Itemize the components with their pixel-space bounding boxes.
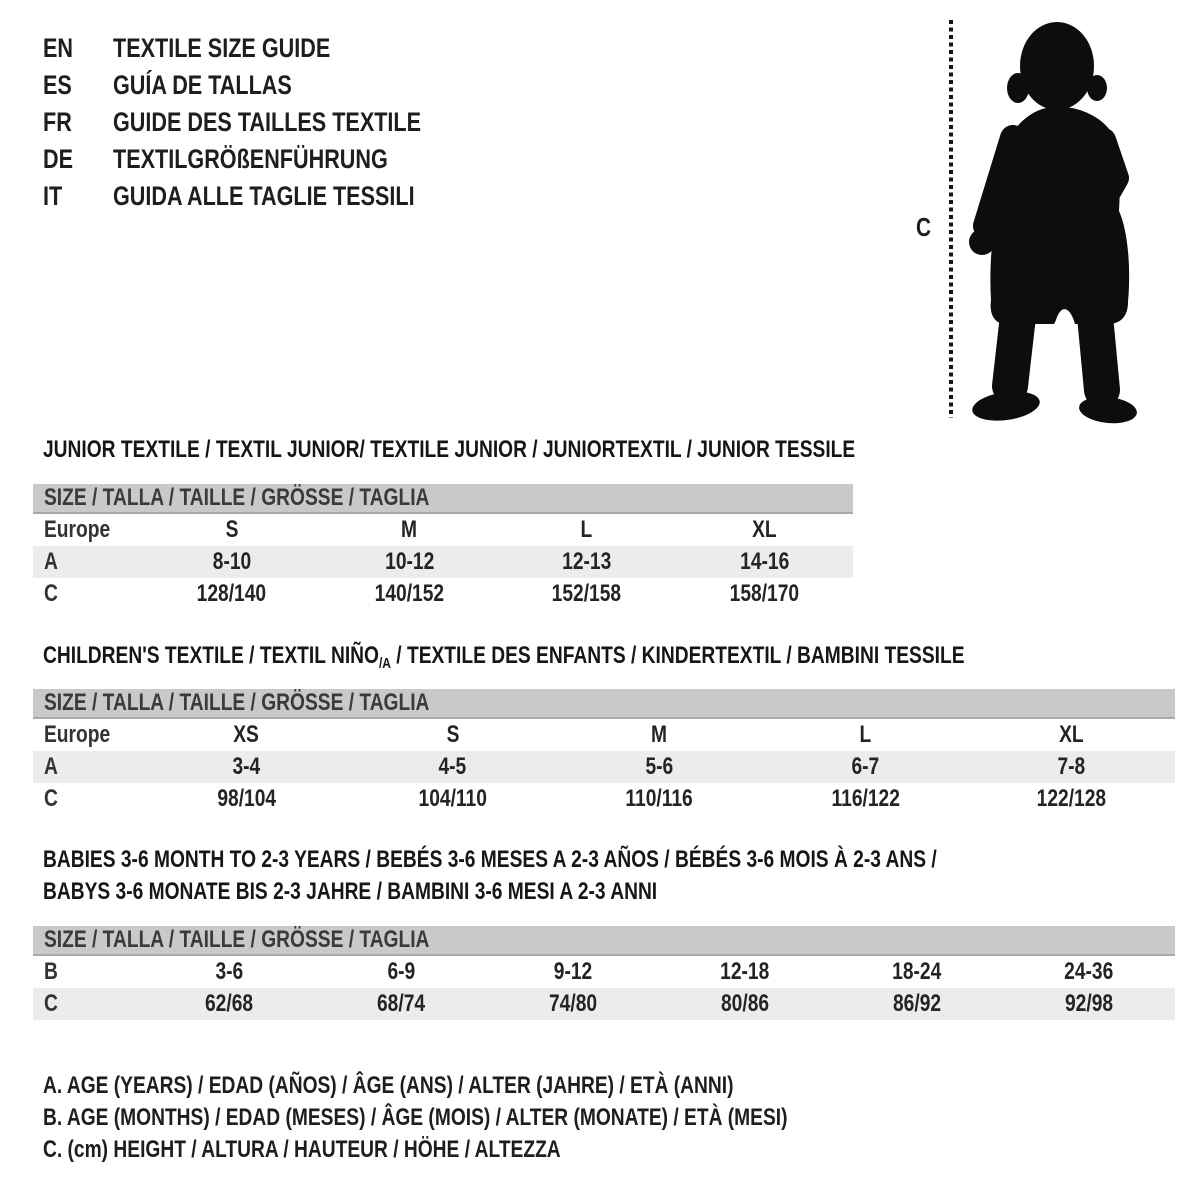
- height-cell: 98/104: [216, 785, 276, 812]
- height-measure-label: C: [916, 212, 932, 242]
- size-cell: S: [225, 516, 239, 543]
- junior-size-table: [33, 484, 853, 610]
- age-months-cell: 24-36: [1064, 958, 1114, 985]
- language-title-row: [43, 141, 498, 178]
- height-cell: 152/158: [552, 580, 622, 607]
- language-code-holder: [43, 70, 113, 101]
- row-label: C: [44, 580, 58, 607]
- age-cell: 6-7: [851, 753, 880, 780]
- size-cell: M: [401, 516, 418, 543]
- guide-title: GUIDA ALLE TAGLIE TESSILI: [113, 181, 415, 211]
- language-code: EN: [43, 33, 74, 63]
- row-label: B: [44, 958, 58, 985]
- row-label: A: [44, 548, 58, 575]
- row-label: A: [44, 753, 58, 780]
- language-code: IT: [43, 181, 63, 211]
- age-cell: 8-10: [212, 548, 251, 575]
- age-cell: 5-6: [645, 753, 673, 780]
- language-code-holder: [43, 33, 113, 64]
- height-cell: 68/74: [376, 990, 426, 1017]
- size-table-header: SIZE / TALLA / TAILLE / GRÖSSE / TAGLIA: [33, 689, 1175, 719]
- row-label: Europe: [44, 721, 111, 748]
- legend-line-a: A. AGE (YEARS) / EDAD (AÑOS) / ÂGE (ANS) / ALTER (JAHRE) / ETÀ (ANNI): [43, 1072, 734, 1099]
- language-title-row: [43, 30, 498, 67]
- language-title-row: [43, 67, 498, 104]
- row-label: C: [44, 990, 58, 1017]
- height-cell: 92/98: [1064, 990, 1114, 1017]
- age-cell: 10-12: [384, 548, 434, 575]
- size-cell: XL: [1059, 721, 1085, 748]
- age-months-cell: 12-18: [720, 958, 770, 985]
- babies-section-heading: [43, 846, 1160, 910]
- age-months-cell: 3-6: [215, 958, 243, 985]
- children-section-heading: CHILDREN'S TEXTILE / TEXTIL $NIÑO_{/A}$ / TEXTILE DES ENFANTS / KINDERTEXTIL / BAMBINI TESSILE: [43, 642, 965, 672]
- height-cell: 104/110: [418, 785, 487, 812]
- height-cell: 110/116: [625, 785, 693, 812]
- language-code-holder: [43, 107, 113, 138]
- guide-title-holder: [113, 33, 385, 64]
- height-cell: 116/122: [831, 785, 900, 812]
- language-code: FR: [43, 107, 72, 137]
- table-row: [33, 988, 1175, 1020]
- age-months-cell: 9-12: [553, 958, 593, 985]
- height-measure-dashed-line: [949, 20, 953, 418]
- guide-title: GUÍA DE TALLAS: [113, 70, 292, 100]
- height-cell: 128/140: [197, 580, 267, 607]
- guide-title: TEXTILGRÖßENFÜHRUNG: [113, 144, 388, 174]
- height-cell: 80/86: [720, 990, 770, 1017]
- table-row: [33, 783, 1175, 815]
- age-months-cell: 18-24: [892, 958, 942, 985]
- babies-heading-line1-holder: BABIES 3-6 MONTH TO 2-3 YEARS / BEBÉS 3-6 MESES A 2-3 AÑOS / BÉBÉS 3-6 MOIS À 2-3 ANS /: [43, 846, 937, 873]
- size-cell: XS: [233, 721, 260, 748]
- size-table-header: SIZE / TALLA / TAILLE / GRÖSSE / TAGLIA: [33, 926, 1175, 956]
- table-row: [33, 751, 1175, 783]
- size-cell: L: [580, 516, 593, 543]
- guide-title-holder: [113, 144, 457, 175]
- language-code-holder: [43, 181, 113, 212]
- height-cell: 86/92: [892, 990, 942, 1017]
- age-cell: 3-4: [232, 753, 261, 780]
- table-row: [33, 546, 853, 578]
- size-cell: XL: [751, 516, 777, 543]
- size-table-header: SIZE / TALLA / TAILLE / GRÖSSE / TAGLIA: [33, 484, 853, 514]
- height-cell: 122/128: [1037, 785, 1107, 812]
- children-size-table: [33, 689, 1175, 815]
- height-cell: 62/68: [204, 990, 254, 1017]
- legend-line-b: B. AGE (MONTHS) / EDAD (MESES) / ÂGE (MOIS) / ALTER (MONATE) / ETÀ (MESI): [43, 1104, 788, 1131]
- language-code: DE: [43, 144, 74, 174]
- guide-title: GUIDE DES TAILLES TEXTILE: [113, 107, 422, 137]
- age-cell: 12-13: [562, 548, 612, 575]
- junior-section-heading: JUNIOR TEXTILE / TEXTIL JUNIOR/ TEXTILE JUNIOR / JUNIORTEXTIL / JUNIOR TESSILE: [43, 436, 856, 463]
- size-cell: S: [446, 721, 460, 748]
- guide-title: TEXTILE SIZE GUIDE: [113, 33, 331, 63]
- toddler-silhouette-image: [958, 16, 1158, 428]
- table-row: [33, 514, 853, 546]
- babies-heading-line2-holder: BABYS 3-6 MONATE BIS 2-3 JAHRE / BAMBINI 3-6 MESI A 2-3 ANNI: [43, 878, 658, 905]
- table-row: [33, 956, 1175, 988]
- height-cell: 158/170: [729, 580, 799, 607]
- language-title-list: [43, 30, 498, 215]
- row-label: Europe: [44, 516, 111, 543]
- guide-title-holder: [113, 181, 490, 212]
- row-label: C: [44, 785, 58, 812]
- table-row: [33, 719, 1175, 751]
- babies-size-table: [33, 926, 1175, 1020]
- language-title-row: [43, 178, 498, 215]
- legend-line-c: C. (cm) HEIGHT / ALTURA / HAUTEUR / HÖHE / ALTEZZA: [43, 1136, 561, 1163]
- language-code: ES: [43, 70, 72, 100]
- age-cell: 14-16: [739, 548, 789, 575]
- table-row: [33, 578, 853, 610]
- height-cell: 74/80: [548, 990, 598, 1017]
- size-cell: L: [859, 721, 872, 748]
- age-cell: 4-5: [438, 753, 467, 780]
- guide-title-holder: [113, 70, 337, 101]
- nino-a-subscript: /A: [378, 655, 391, 672]
- guide-title-holder: [113, 107, 498, 138]
- age-cell: 7-8: [1057, 753, 1086, 780]
- language-code-holder: [43, 144, 113, 175]
- age-months-cell: 6-9: [387, 958, 415, 985]
- measurement-legend: [43, 1070, 974, 1166]
- height-cell: 140/152: [374, 580, 444, 607]
- language-title-row: [43, 104, 498, 141]
- size-cell: M: [651, 721, 668, 748]
